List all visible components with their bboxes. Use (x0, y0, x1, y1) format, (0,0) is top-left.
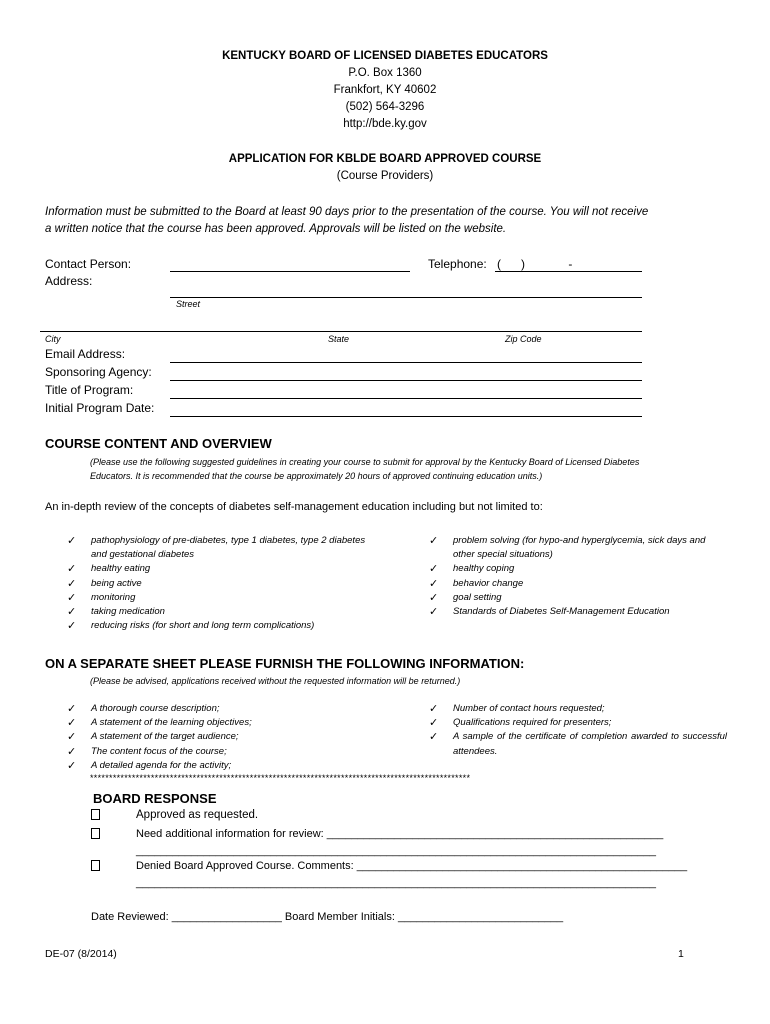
course-content-intro: An in-depth review of the concepts of diabetes self-management education including but not limited to: (45, 501, 543, 513)
course-content-heading: COURSE CONTENT AND OVERVIEW (45, 436, 272, 451)
list-item: ✓ pathophysiology of pre-diabetes, type 1 diabetes, type 2 diabetes and gestational diabetes (67, 535, 366, 561)
separate-sheet-note: (Please be advised, applications received without the requested information will be returned.) (90, 676, 461, 686)
telephone-field[interactable] (495, 271, 642, 272)
checkbox-icon[interactable] (91, 860, 100, 871)
checkmark-icon: ✓ (429, 563, 439, 576)
checkmark-icon: ✓ (67, 717, 77, 730)
checkmark-icon: ✓ (67, 563, 77, 576)
notice-line-2: a written notice that the course has been approved. Approvals will be listed on the website. (45, 223, 507, 235)
list-item: ✓ A statement of the learning objectives; (67, 717, 252, 730)
program-date-field[interactable] (170, 416, 642, 417)
state-label: State (328, 334, 350, 344)
checkmark-icon: ✓ (67, 745, 77, 758)
board-response-heading: BOARD RESPONSE (93, 791, 217, 806)
need-info-line-2[interactable]: _____________________________________________________________________________________ (136, 845, 657, 857)
checkmark-icon: ✓ (67, 703, 77, 715)
sponsoring-agency-field[interactable] (170, 380, 642, 381)
checkbox-approved[interactable] (91, 809, 100, 823)
approved-label: Approved as requested. (136, 809, 259, 821)
list-item: ✓ The content focus of the course; (67, 745, 227, 758)
separate-sheet-heading: ON A SEPARATE SHEET PLEASE FURNISH THE FOLLOWING INFORMATION: (45, 656, 525, 671)
checkmark-icon: ✓ (67, 606, 77, 619)
checkmark-icon: ✓ (67, 591, 77, 604)
org-name: KENTUCKY BOARD OF LICENSED DIABETES EDUCATORS (222, 50, 548, 62)
checkmark-icon: ✓ (429, 606, 439, 619)
website-link[interactable]: http://bde.ky.gov (343, 118, 427, 130)
checkmark-icon: ✓ (67, 535, 77, 547)
list-item: ✓ healthy eating (67, 563, 151, 576)
denied-label: Denied Board Approved Course. Comments: ______________________________________________________ (136, 860, 688, 872)
checkmark-icon: ✓ (429, 703, 439, 715)
list-item: ✓ Number of contact hours requested; (429, 703, 605, 715)
checkmark-icon: ✓ (429, 577, 439, 590)
city-line: Frankfort, KY 40602 (333, 84, 437, 96)
date-reviewed-line[interactable]: Date Reviewed: __________________ Board Member Initials: ___________________________ (91, 911, 564, 923)
course-content-note (90, 455, 750, 483)
list-item: ✓ taking medication (67, 606, 165, 619)
email-field[interactable] (170, 362, 642, 363)
list-item: ✓ reducing risks (for short and long term complications) (67, 620, 315, 633)
list-item: ✓ monitoring (67, 591, 136, 604)
program-title-label: Title of Program: (45, 383, 134, 397)
form-title: APPLICATION FOR KBLDE BOARD APPROVED COURSE (228, 153, 542, 165)
list-item: ✓ being active (67, 577, 142, 590)
checkmark-icon: ✓ (67, 620, 77, 633)
form-id: DE-07 (8/2014) (45, 948, 117, 960)
list-item: ✓ goal setting (429, 591, 502, 604)
list-item: ✓ Standards of Diabetes Self-Management Education (429, 606, 670, 619)
checkmark-icon: ✓ (429, 591, 439, 604)
checkbox-denied[interactable] (91, 860, 100, 874)
checkmark-icon: ✓ (429, 717, 439, 730)
list-item: ✓ behavior change (429, 577, 524, 590)
course-topics-right (429, 534, 729, 619)
checkbox-icon[interactable] (91, 809, 100, 820)
separator-stars: **************************************************************************************************** (90, 773, 471, 783)
form-subtitle: (Course Providers) (336, 170, 434, 182)
city-state-zip-field[interactable] (40, 331, 642, 332)
required-info-left (67, 702, 387, 773)
phone: (502) 564-3296 (345, 101, 425, 113)
notice (45, 204, 745, 238)
need-info-label: Need additional information for review: _______________________________________________________ (136, 828, 664, 840)
course-topics-left (67, 534, 367, 633)
required-info-right (429, 702, 727, 759)
course-content-note-line-1: (Please use the following suggested guidelines in creating your course to submit for approval by the Kentucky Board of Licensed Diabetes (90, 457, 640, 467)
checkmark-icon: ✓ (429, 535, 439, 547)
checkmark-icon: ✓ (67, 759, 77, 772)
contact-person-label: Contact Person: (45, 257, 132, 271)
program-date-label: Initial Program Date: (45, 401, 155, 415)
po-box: P.O. Box 1360 (348, 67, 422, 79)
checkbox-need-info[interactable] (91, 828, 100, 842)
list-item: ✓ A sample of the certificate of completion awarded to successful attendees. (429, 731, 727, 757)
program-title-field[interactable] (170, 398, 642, 399)
contact-person-field[interactable] (170, 271, 410, 272)
checkmark-icon: ✓ (429, 731, 439, 744)
notice-line-1: Information must be submitted to the Board at least 90 days prior to the presentation of the course. You will not receive (45, 206, 649, 218)
city-label: City (45, 334, 61, 344)
course-content-note-line-2: Educators. It is recommended that the course be approximately 20 hours of approved continuing education units.) (90, 471, 543, 481)
list-item: ✓ A detailed agenda for the activity; (67, 759, 232, 772)
telephone-label: Telephone: (428, 257, 487, 271)
email-label: Email Address: (45, 347, 126, 361)
checkbox-icon[interactable] (91, 828, 100, 839)
sponsoring-agency-label: Sponsoring Agency: (45, 365, 152, 379)
page-number: 1 (678, 948, 684, 960)
checkmark-icon: ✓ (67, 577, 77, 590)
street-label: Street (176, 299, 201, 309)
checkmark-icon: ✓ (67, 731, 77, 744)
denied-line-2[interactable]: _____________________________________________________________________________________ (136, 877, 657, 889)
list-item: ✓ A statement of the target audience; (67, 731, 239, 744)
list-item: ✓ Qualifications required for presenters; (429, 717, 612, 730)
list-item: ✓ problem solving (for hypo-and hyperglycemia, sick days and other special situations) (429, 535, 706, 561)
telephone-format: ( ) - (497, 257, 573, 271)
list-item: ✓ healthy coping (429, 563, 515, 576)
address-label: Address: (45, 274, 93, 288)
street-field[interactable] (170, 297, 642, 298)
zip-label: Zip Code (505, 334, 542, 344)
list-item: ✓ A thorough course description; (67, 703, 220, 715)
